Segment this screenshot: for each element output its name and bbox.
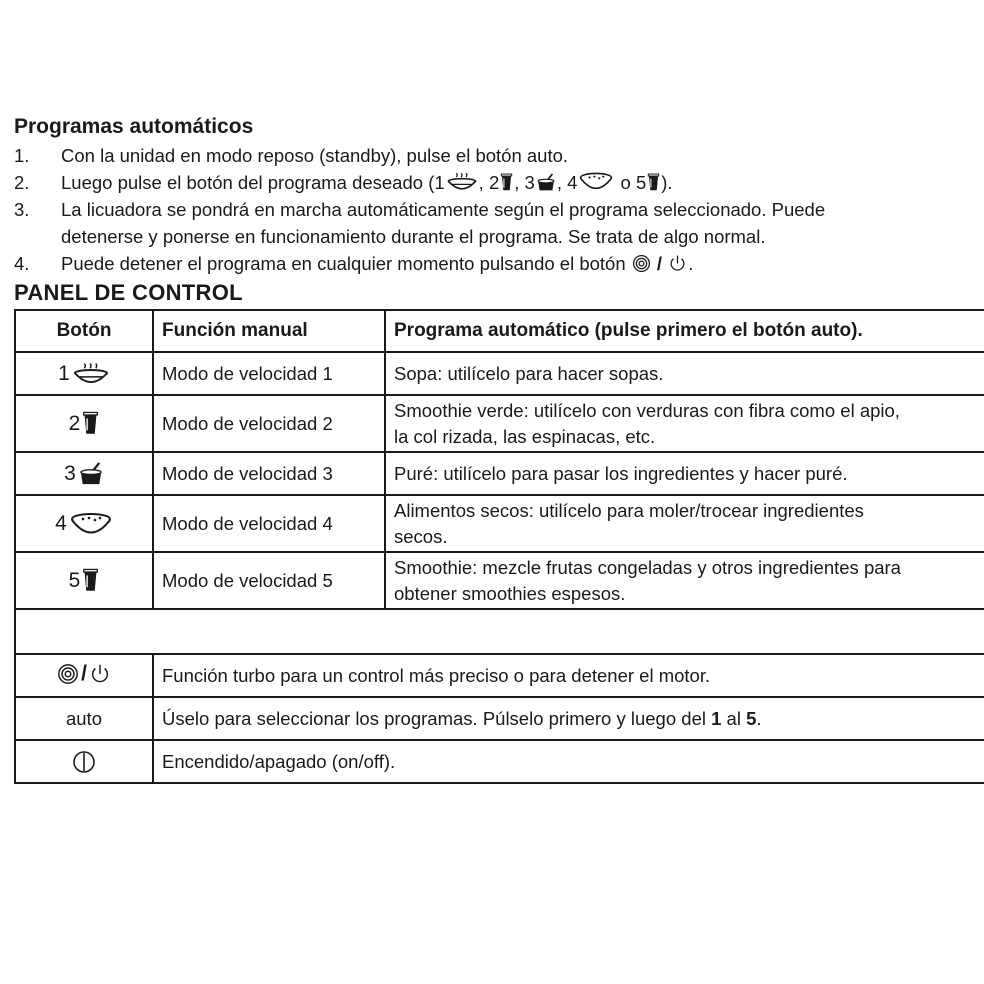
instruction-document <box>14 114 984 784</box>
control-panel-table <box>14 309 984 784</box>
table-row: / Función turbo para un control más preciso o para detener el motor. <box>15 654 984 697</box>
standby-icon <box>668 254 687 273</box>
puree-bowl-icon <box>78 462 104 486</box>
list-item: 4. Puede detener el programa en cualquier momento pulsando el botón / . <box>14 253 694 274</box>
list-item: 1. Con la unidad en modo reposo (standby), pulse el botón auto. <box>14 145 569 166</box>
green-smoothie-cup-icon <box>82 411 99 436</box>
green-smoothie-cup-icon <box>500 173 513 192</box>
soup-bowl-icon <box>446 172 478 192</box>
dry-foods-bowl-icon <box>578 171 614 192</box>
turbo-icon <box>632 254 651 273</box>
control-panel-title: PANEL DE CONTROL <box>14 280 243 305</box>
column-header-manual: Función manual <box>153 310 385 352</box>
smoothie-cup-icon <box>82 568 99 593</box>
turbo-icon <box>57 663 79 685</box>
table-row: 2 Modo de velocidad 2 Smoothie verde: utilícelo con verduras con fibra como el apio, la col rizada, las espinacas, etc. <box>15 395 984 452</box>
list-item: 2. Luego pulse el botón del programa deseado (1 , 2 , 3 , 4 o 5 ). <box>14 172 673 193</box>
power-icon <box>72 750 96 774</box>
table-row: 1 Modo de velocidad 1 Sopa: utilícelo para hacer sopas. <box>15 352 984 395</box>
smoothie-cup-icon <box>647 173 660 192</box>
dry-foods-bowl-icon <box>69 511 113 537</box>
soup-bowl-icon <box>72 362 110 386</box>
puree-bowl-icon <box>536 173 556 192</box>
column-header-auto: Programa automático (pulse primero el botón auto). <box>385 310 984 352</box>
column-header-button: Botón <box>15 310 153 352</box>
table-header-row <box>15 310 984 352</box>
programs-title: Programas automáticos <box>14 115 254 138</box>
table-row: Encendido/apagado (on/off). <box>15 740 984 783</box>
standby-icon <box>89 663 111 685</box>
table-row: auto Úselo para seleccionar los programas. Púlselo primero y luego del 1 al 5. <box>15 697 984 740</box>
table-row-empty <box>15 609 984 654</box>
table-row: 4 Modo de velocidad 4 Alimentos secos: utilícelo para moler/trocear ingredientes secos. <box>15 495 984 552</box>
table-row: 3 Modo de velocidad 3 Puré: utilícelo para pasar los ingredientes y hacer puré. <box>15 452 984 495</box>
list-item: 3. La licuadora se pondrá en marcha automáticamente según el programa seleccionado. Puede detenerse y ponerse en funcionamiento durante el programa. Se trata de algo normal. <box>14 199 826 247</box>
table-row: 5 Modo de velocidad 5 Smoothie: mezcle frutas congeladas y otros ingredientes para obtener smoothies espesos. <box>15 552 984 609</box>
programs-steps-list <box>14 142 984 277</box>
